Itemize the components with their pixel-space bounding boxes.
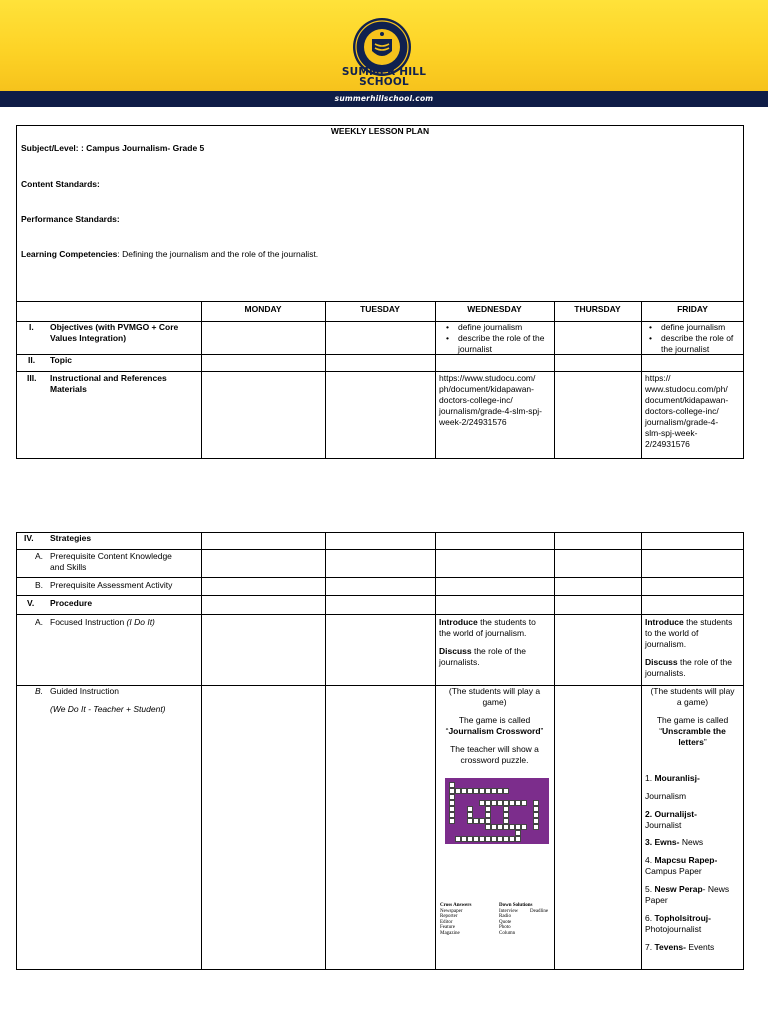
day-header-friday: FRIDAY xyxy=(677,304,708,314)
scramble-item-2: 2. Ournalijst- xyxy=(645,809,697,819)
performance-standards: Performance Standards: xyxy=(21,214,120,224)
row-num-topic: II. xyxy=(28,355,36,365)
friday-objectives-list xyxy=(643,322,743,355)
learning-competencies: Learning Competencies: Defining the journalism and the role of the journalist. xyxy=(21,249,319,259)
friday-discuss: Discuss the role of the xyxy=(645,657,732,667)
row-label-materials: Instructional and References Materials xyxy=(50,373,167,394)
wednesday-guided-p3-2: crossword puzzle. xyxy=(460,755,529,765)
friday-introduce: Introduce the students xyxy=(645,617,733,627)
scramble-item-1: 1. Mouranlisj- xyxy=(645,773,700,783)
friday-introduce-3: journalism. xyxy=(645,639,687,649)
scramble-answer-1: Journalism xyxy=(645,791,687,801)
crossword-down-answers-2: Deadline xyxy=(530,908,549,914)
wednesday-guided-p1: (The students will play a xyxy=(448,686,541,696)
wednesday-guided-p3: The teacher will show a xyxy=(450,744,539,754)
day-header-tuesday: TUESDAY xyxy=(360,304,400,314)
row-label-procedure: Procedure xyxy=(50,598,93,608)
wednesday-discuss: Discuss the role of the xyxy=(439,646,526,656)
list-item: • describe the role of the journalist xyxy=(440,333,553,355)
row-num-focused: A. xyxy=(35,617,44,627)
friday-game-name: “Unscramble the xyxy=(659,726,726,736)
day-header-thursday: THURSDAY xyxy=(574,304,621,314)
scramble-item-5: 5. Nesw Perap- News xyxy=(645,884,730,894)
scramble-answer-4: Campus Paper xyxy=(645,866,702,876)
row-num-procedure: V. xyxy=(27,598,35,608)
row-label-strategies: Strategies xyxy=(50,533,92,543)
row-label-prereq-knowledge-1: Prerequisite Content Knowledge xyxy=(50,551,172,561)
lesson-plan-table xyxy=(16,125,744,459)
friday-discuss-2: journalists. xyxy=(645,668,686,678)
list-item: • describe the role of the journalist xyxy=(643,333,743,355)
scramble-item-3: 3. Ewns- News xyxy=(645,837,704,847)
row-label-objectives: Objectives (with PVMGO + Core Values Integration) xyxy=(50,322,179,343)
content-standards: Content Standards: xyxy=(21,179,100,189)
friday-game-name-2: letters” xyxy=(678,737,707,747)
row-label-prereq-assessment: Prerequisite Assessment Activity xyxy=(50,580,173,590)
crossword-puzzle-image xyxy=(445,778,549,844)
wednesday-introduce: Introduce the students to xyxy=(439,617,536,627)
scramble-item-7: 7. Tevens- Events xyxy=(645,942,715,952)
row-label-prereq-knowledge-2: and Skills xyxy=(50,562,87,572)
friday-guided-p2: The game is called xyxy=(656,715,729,725)
row-num-objectives: I. xyxy=(29,322,34,332)
row-label-focused: Focused Instruction (I Do It) xyxy=(50,617,155,627)
friday-introduce-2: to the world of xyxy=(645,628,699,638)
day-header-monday: MONDAY xyxy=(244,304,282,314)
row-num-materials: III. xyxy=(27,373,37,383)
crossword-down-answers: Down Solutions Interview Radio Quote Photo Column xyxy=(499,903,533,936)
list-item: • define journalism xyxy=(643,322,743,333)
scramble-answer-2: Journalist xyxy=(645,820,682,830)
scramble-answer-5: Paper xyxy=(645,895,668,905)
row-label-guided-italic: (We Do It - Teacher + Student) xyxy=(50,704,166,714)
wednesday-guided-p1-2: game) xyxy=(482,697,507,707)
wednesday-discuss-2: journalists. xyxy=(439,657,480,667)
row-label-guided: Guided Instruction xyxy=(50,686,119,696)
website-link[interactable]: summerhillschool.com xyxy=(0,91,768,107)
row-num-guided: B. xyxy=(35,686,44,696)
crossword-across-answers: Cross Answers Newspaper Reporter Editor Feature Magazine xyxy=(440,903,472,936)
friday-guided-p1-2: a game) xyxy=(676,697,709,707)
wednesday-game-name: “Journalism Crossword” xyxy=(445,726,544,736)
row-label-topic: Topic xyxy=(50,355,73,365)
wednesday-objectives-list xyxy=(440,322,553,355)
list-item: • define journalism xyxy=(440,322,553,333)
procedure-table xyxy=(16,532,744,970)
friday-guided-p1: (The students will play xyxy=(650,686,735,696)
row-num-prereq-assessment: B. xyxy=(35,580,44,590)
subject-level: Subject/Level: : Campus Journalism- Grade 5 xyxy=(21,143,205,153)
plan-title: WEEKLY LESSON PLAN xyxy=(330,126,430,136)
day-header-wednesday: WEDNESDAY xyxy=(467,304,522,314)
scramble-item-6: 6. Topholsitrouj- xyxy=(645,913,711,923)
wednesday-introduce-2: the world of journalism. xyxy=(439,628,527,638)
scramble-answer-6: Photojournalist xyxy=(645,924,702,934)
school-name-line2: SCHOOL xyxy=(359,76,409,88)
friday-materials-link[interactable]: https:// www.studocu.com/ph/ document/kidapawan- doctors-college-inc/ journalism/grade-4- slm-spj-week- 2/24931576 xyxy=(645,373,729,449)
row-num-prereq-knowledge: A. xyxy=(35,551,44,561)
scramble-item-4: 4. Mapcsu Rapep- xyxy=(645,855,718,865)
wednesday-materials-link[interactable]: https://www.studocu.com/ ph/document/kidapawan- doctors-college-inc/ journalism/grade-4-slm-spj- week-2/24931576 xyxy=(439,373,542,427)
school-name-line1: SUMMER HILL xyxy=(341,66,427,78)
wednesday-guided-p2: The game is called xyxy=(458,715,531,725)
row-num-strategies: IV. xyxy=(24,533,34,543)
